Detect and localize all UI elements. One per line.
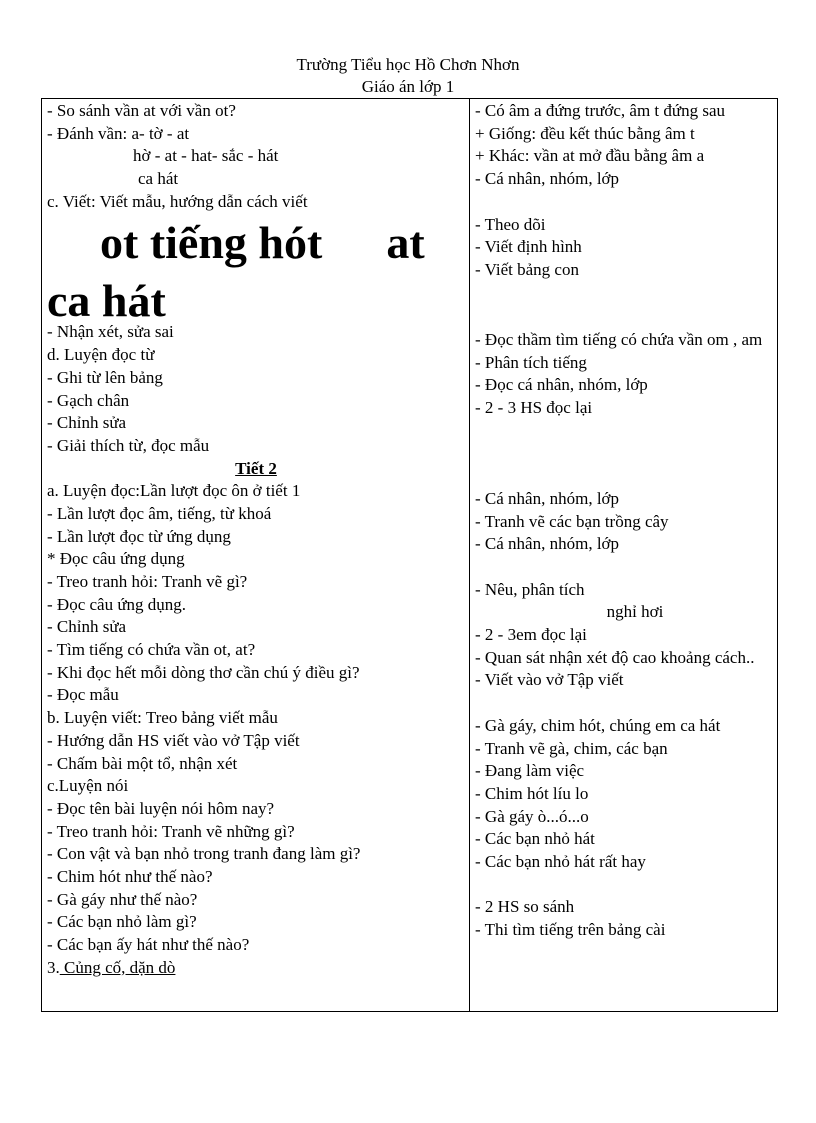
left-line: hờ - at - hat- sắc - hát (133, 146, 279, 166)
left-line: - Khi đọc hết mỗi dòng thơ cần chú ý điều gì? (47, 662, 360, 682)
right-line: - Nêu, phân tích (475, 579, 585, 599)
right-line: - Viết bảng con (475, 259, 579, 279)
right-line: - Các bạn nhỏ hát rất hay (475, 852, 646, 872)
left-line: - Ghi từ lên bảng (47, 367, 163, 387)
left-line: - Chỉnh sửa (47, 617, 127, 637)
left-line: - So sánh vần at với vần ot? (47, 101, 236, 120)
left-line: a. Luyện đọc:Lần lượt đọc ôn ở tiết 1 (47, 481, 301, 501)
right-line: - Gà gáy ò...ó...o (475, 806, 589, 826)
left-line: - Lần lượt đọc âm, tiếng, từ khoá (47, 503, 272, 523)
writing-sample-ot: ot tiếng hót (100, 217, 323, 269)
left-line: c. Viết: Viết mẫu, hướng dẫn cách viết (47, 191, 308, 211)
right-line: - Các bạn nhỏ hát (475, 829, 595, 849)
left-line: - Đánh vần: a- tờ - at (47, 123, 190, 143)
right-line: nghỉ hơi (606, 602, 664, 622)
cung-co-heading (47, 957, 465, 980)
tiet-2-heading: Tiết 2 (235, 458, 277, 478)
right-line: - Cá nhân, nhóm, lớp (475, 488, 620, 508)
left-line: - Hướng dẫn HS viết vào vở Tập viết (47, 730, 300, 750)
right-line: - Quan sát nhận xét độ cao khoảng cách.. (475, 647, 755, 667)
right-line: - Tranh vẽ gà, chim, các bạn (475, 738, 668, 758)
left-line: - Tìm tiếng có chứa vần ot, at? (47, 640, 256, 660)
right-line: - 2 HS so sánh (475, 897, 575, 917)
left-line: - Giải thích từ, đọc mẫu (47, 435, 210, 455)
right-line: - Viết định hình (475, 237, 582, 257)
left-line: - Treo tranh hỏi: Tranh vẽ gì? (47, 572, 248, 591)
writing-sample-line-2: ca hát (47, 275, 166, 327)
teacher-activities-column (47, 100, 465, 979)
right-line: - Chim hót líu lo (475, 783, 589, 803)
left-line: - Nhận xét, sửa sai (47, 322, 174, 342)
left-line: - Đọc tên bài luyện nói hôm nay? (47, 798, 275, 818)
right-line: - Đang làm việc (475, 761, 585, 781)
left-line: - Gạch chân (47, 390, 130, 410)
section-title: Củng cố, dặn dò (59, 957, 176, 977)
writing-sample-at: at (386, 217, 425, 269)
right-line: - Thi tìm tiếng trên bảng cài (475, 920, 666, 940)
right-line: - Gà gáy, chim hót, chúng em ca hát (475, 715, 721, 735)
left-line: - Lần lượt đọc từ ứng dụng (47, 526, 231, 546)
left-line: - Các bạn ấy hát như thế nào? (47, 935, 250, 954)
student-activities-column (475, 100, 775, 942)
lesson-plan-subtitle: Giáo án lớp 1 (361, 77, 455, 96)
left-line: - Chim hót như thế nào? (47, 866, 213, 886)
column-divider (469, 99, 470, 1011)
left-line: - Treo tranh hỏi: Tranh vẽ những gì? (47, 821, 295, 841)
left-line: - Chấm bài một tổ, nhận xét (47, 753, 238, 773)
left-line: - Đọc câu ứng dụng. (47, 594, 187, 614)
left-line: - Con vật và bạn nhỏ trong tranh đang làm gì? (47, 844, 361, 864)
left-line: ca hát (138, 169, 179, 189)
left-line: - Gà gáy như thế nào? (47, 889, 198, 909)
right-line: - 2 - 3 HS đọc lại (475, 398, 593, 418)
left-line: b. Luyện viết: Treo bảng viết mẫu (47, 708, 278, 728)
school-name: Trường Tiểu học Hồ Chơn Nhơn (296, 55, 520, 74)
right-line: - Cá nhân, nhóm, lớp (475, 169, 620, 189)
left-line: - Chỉnh sửa (47, 413, 127, 433)
right-line: - 2 - 3em đọc lại (475, 625, 587, 645)
right-line: + Khác: vần at mở đầu bằng âm a (475, 146, 705, 166)
right-line: - Tranh vẽ các bạn trồng cây (475, 511, 669, 531)
left-line: c.Luyện nói (47, 776, 129, 796)
left-line: d. Luyện đọc từ (47, 345, 155, 365)
left-line: - Các bạn nhỏ làm gì? (47, 912, 197, 932)
right-line: - Đọc thầm tìm tiếng có chứa vần om , am (475, 329, 763, 349)
right-line: - Đọc cá nhân, nhóm, lớp (475, 375, 648, 395)
right-line: - Có âm a đứng trước, âm t đứng sau (475, 101, 726, 120)
lesson-table (41, 98, 778, 1012)
right-line: - Cá nhân, nhóm, lớp (475, 534, 620, 554)
right-line: - Theo dõi (475, 214, 546, 234)
right-line: - Viết vào vở Tập viết (475, 670, 624, 690)
left-line: - Đọc mẫu (47, 685, 119, 705)
right-line: + Giống: đều kết thúc bằng âm t (475, 123, 695, 143)
left-line: * Đọc câu ứng dụng (47, 549, 185, 569)
right-line: - Phân tích tiếng (475, 352, 587, 372)
writing-sample-line-1 (47, 213, 465, 269)
section-number: 3. (47, 957, 60, 977)
